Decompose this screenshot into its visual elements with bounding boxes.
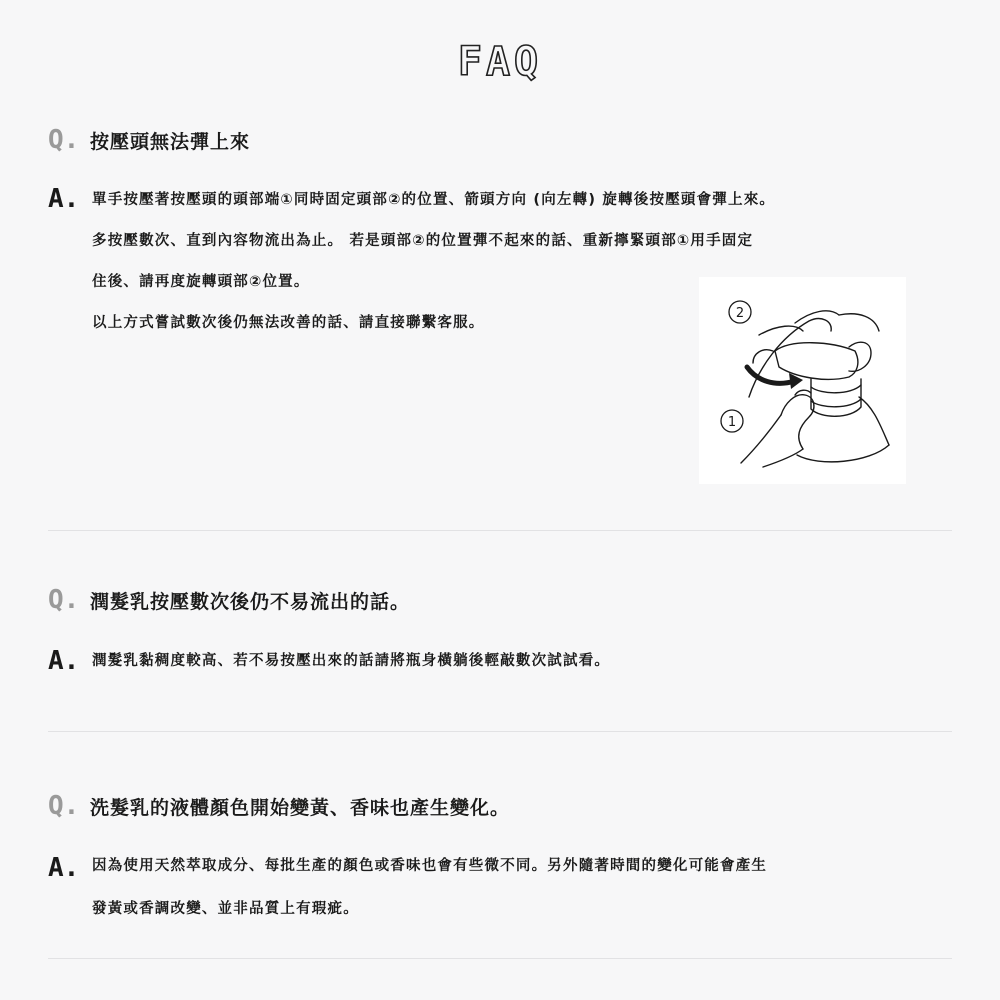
pump-head-illustration (699, 277, 906, 484)
faq-question-text: 洗髮乳的液體顏色開始變黃、香味也產生變化。 (90, 796, 511, 819)
faq-question-text: 潤髮乳按壓數次後仍不易流出的話。 (90, 590, 411, 613)
question-marker: Q. (48, 791, 80, 821)
faq-question-row (48, 585, 410, 615)
question-marker: Q. (48, 125, 80, 155)
section-divider (48, 958, 952, 959)
faq-answer-line: 單手按壓著按壓頭的頭部端①同時固定頭部②的位置、箭頭方向 (向左轉) 旋轉後按壓頭會彈上來。 (92, 192, 776, 208)
question-marker: Q. (48, 585, 80, 615)
page-title: FAQ (457, 39, 543, 85)
faq-answer-line: 發黃或香調改變、並非品質上有瑕疵。 (92, 901, 359, 917)
pump-head-drawing (699, 277, 906, 484)
faq-answer-line: 住後、請再度旋轉頭部②位置。 (92, 274, 310, 290)
label-2: 2 (735, 306, 745, 321)
section-divider (48, 530, 952, 531)
answer-marker: A. (48, 646, 80, 676)
answer-marker: A. (48, 853, 80, 883)
faq-answer-line: 潤髮乳黏稠度較高、若不易按壓出來的話請將瓶身橫躺後輕敲數次試試看。 (92, 653, 611, 669)
answer-marker: A. (48, 184, 80, 214)
faq-answer-line: 以上方式嘗試數次後仍無法改善的話、請直接聯繫客服。 (92, 315, 485, 331)
faq-question-row (48, 791, 510, 821)
faq-answer-marker-row (48, 853, 90, 883)
faq-answer-line: 因為使用天然萃取成分、每批生產的顏色或香味也會有些微不同。另外隨著時間的變化可能會產生 (92, 858, 768, 874)
faq-answer-marker-row (48, 646, 90, 676)
faq-question-row (48, 125, 250, 155)
faq-answer-line: 多按壓數次、直到內容物流出為止。 若是頭部②的位置彈不起來的話、重新擰緊頭部①用手固定 (92, 233, 754, 249)
label-1: 1 (727, 415, 737, 430)
faq-answer-marker-row (48, 184, 90, 214)
faq-question-text: 按壓頭無法彈上來 (90, 130, 251, 153)
rotation-arrow (747, 367, 795, 383)
section-divider (48, 731, 952, 732)
